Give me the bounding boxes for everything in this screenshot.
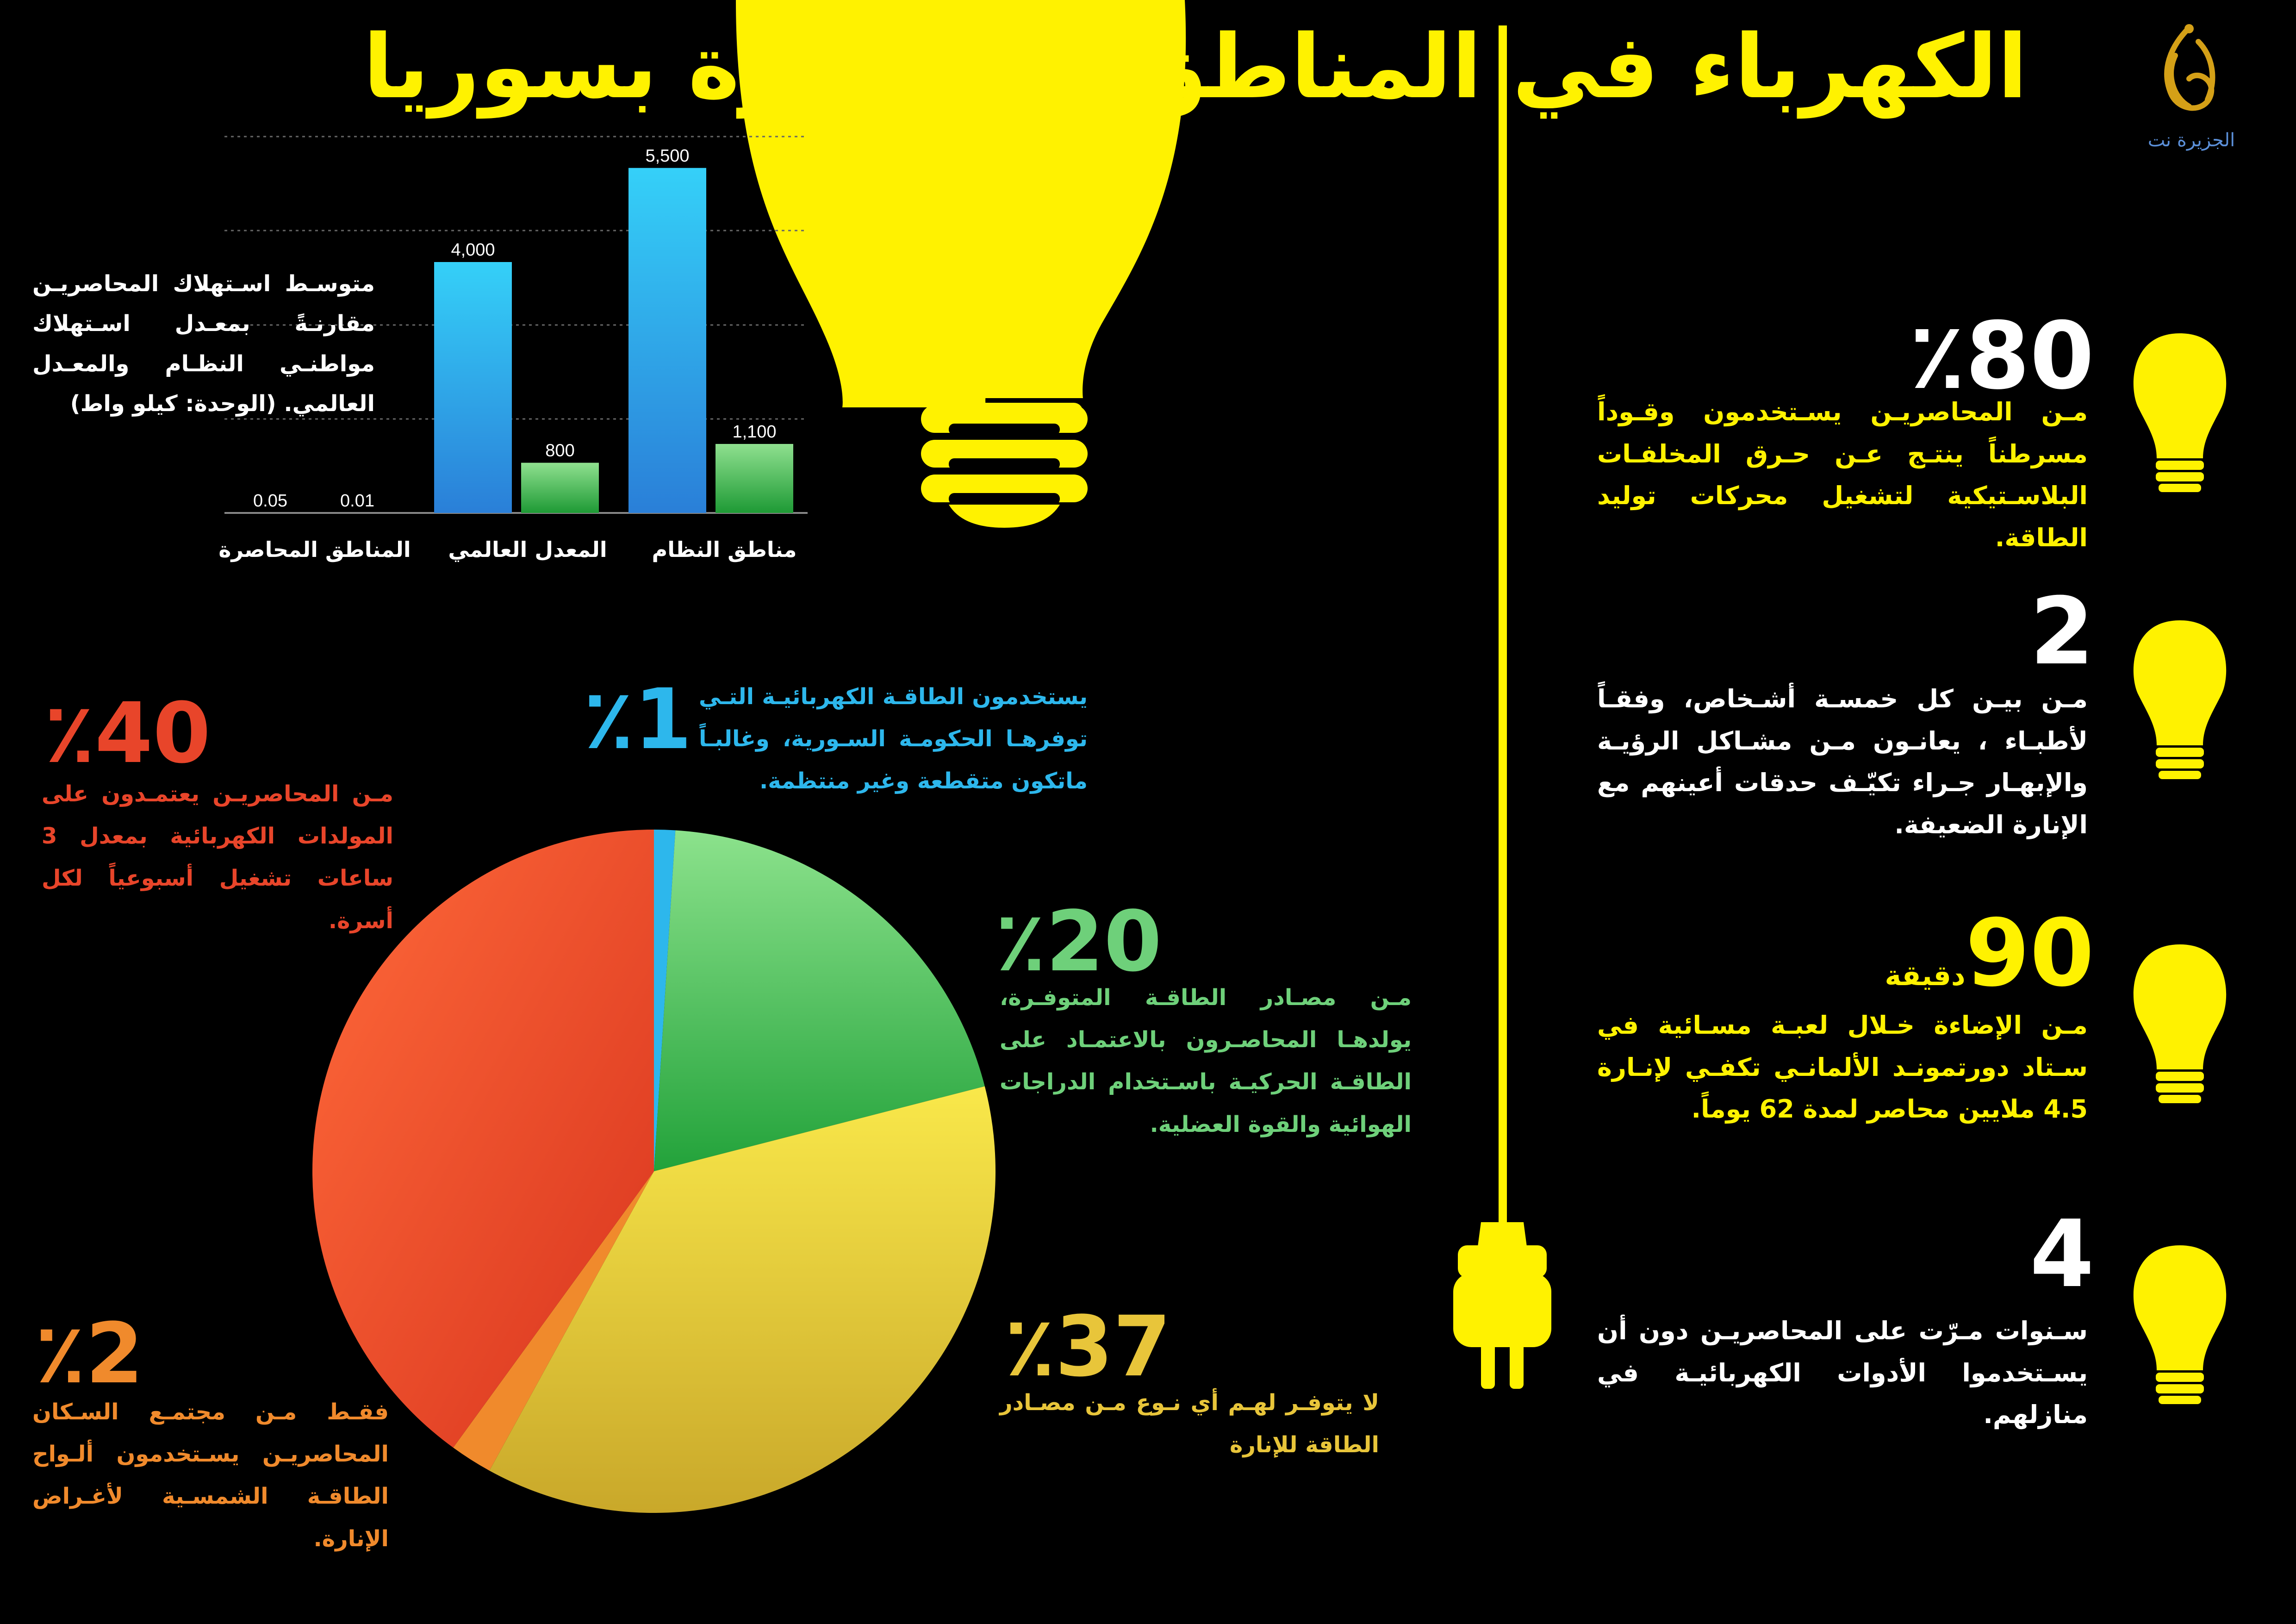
stat-text: مـن الإضاءة خـلال لعبـة مسـائية في سـتاد دورتمونـد الألمانـي تكفـي لإنـارة 4.5 ملايين محاصر لمدة 62 يوماً. [1597,1011,2088,1124]
bar-chart-description: متوسـط اسـتهلاك المحاصريـن مقارنـةً بمعـدل اسـتهلاك مواطنـي النظـام والمعـدل العالمي. (الوحدة: كيلو واط) [32,271,375,417]
pie-chart [312,830,996,1513]
stat-text: سـنوات مـرّت على المحاصريـن دون أن يسـتخدموا الأدوات الكهربائيـة في منازلهم. [1597,1316,2088,1430]
bar-green [521,463,599,513]
small-bulb-icon [2134,1245,2226,1404]
stat-unit: دقيقة [1885,960,1966,992]
bar-category-label: المناطق المحاصرة [218,537,411,562]
bar-value-label: 0.05 [253,491,287,511]
small-bulb-icon [2134,333,2226,492]
pie-note-text: لا يتوفـر لهـم أي نـوع مـن مصـادر الطاقة للإنارة [1000,1390,1379,1458]
stat-number-group [1885,899,2094,1007]
stat-number: ٪80 [1909,302,2094,410]
logo-text: الجزيرة نت [2147,130,2235,151]
bar-value-label: 0.01 [340,491,374,511]
aljazeera-logo-icon [2129,19,2249,130]
small-bulb-icon [2134,944,2226,1103]
bar-blue [434,262,512,513]
stat-number: 4 [2029,1200,2094,1308]
pie-note-text: يستخدمون الطاقـة الكهربائيـة التـي توفرهـا الحكومـة السـورية، وغالبـاً ماتكون متقطعة وغير منتظمة. [699,684,1088,794]
pie-note-text: مـن المحاصريـن يعتمـدون على المولدات الكهربائية بمعدل 3 ساعات تشغيل أسبوعياً لكل أسرة. [42,781,393,934]
stat-text: مـن المحاصريـن يسـتخدمون وقـوداً مسرطناً ينتـج عـن حـرق المخلفـات البلاسـتيكية لتشغيل محركات توليد الطاقة. [1597,397,2088,553]
pie-note-pct: ٪20 [995,893,1162,990]
bar-value-label: 800 [545,441,575,461]
logo [2129,19,2249,157]
small-bulb-icon [2134,620,2226,779]
pie-note-text: مـن مصـادر الطاقـة المتوفـرة، يولدهـا المحاصـرون بالاعتمـاد على الطاقـة الحركيـة باسـتخدام الدراجات الهوائية والقوة العضلية. [1000,985,1412,1137]
pie-note-pct: ٪2 [35,1305,144,1402]
stat-number: 2 [2029,578,2094,686]
bar-category-label: مناطق النظام [652,537,797,562]
pie-note-pct: ٪40 [44,685,211,782]
bar-value-label: 4,000 [451,240,495,260]
stat-text: مـن بيـن كل خمسـة أشـخاص، وفقـاً لأطبـاء ، يعانـون مـن مشـاكل الرؤيـة والإبهـار جـراء تكيّـف حدقات أعينهم مع الإنارة الضعيفة. [1597,684,2088,840]
bar-value-label: 5,500 [645,146,690,166]
cord-line [1499,25,1507,1238]
pie-note-text: فقـط مـن مجتمـع السـكان المحاصريـن يسـتخدمون ألـواح الطاقـة الشمسـية لأغـراض الإنارة. [32,1399,389,1552]
bar-green [716,444,793,513]
page-title: الكهرباء في المناطق المحاصرة بسوريا [363,16,2028,118]
bar-blue [628,168,706,513]
pie-note-pct: ٪37 [1004,1299,1171,1395]
bar-value-label: 1,100 [732,422,777,442]
pie-note-pct: ٪1 [583,671,692,768]
bar-category-label: المعدل العالمي [448,537,607,562]
stat-number: 90 [1965,899,2094,1007]
plug-icon [1453,1222,1551,1389]
